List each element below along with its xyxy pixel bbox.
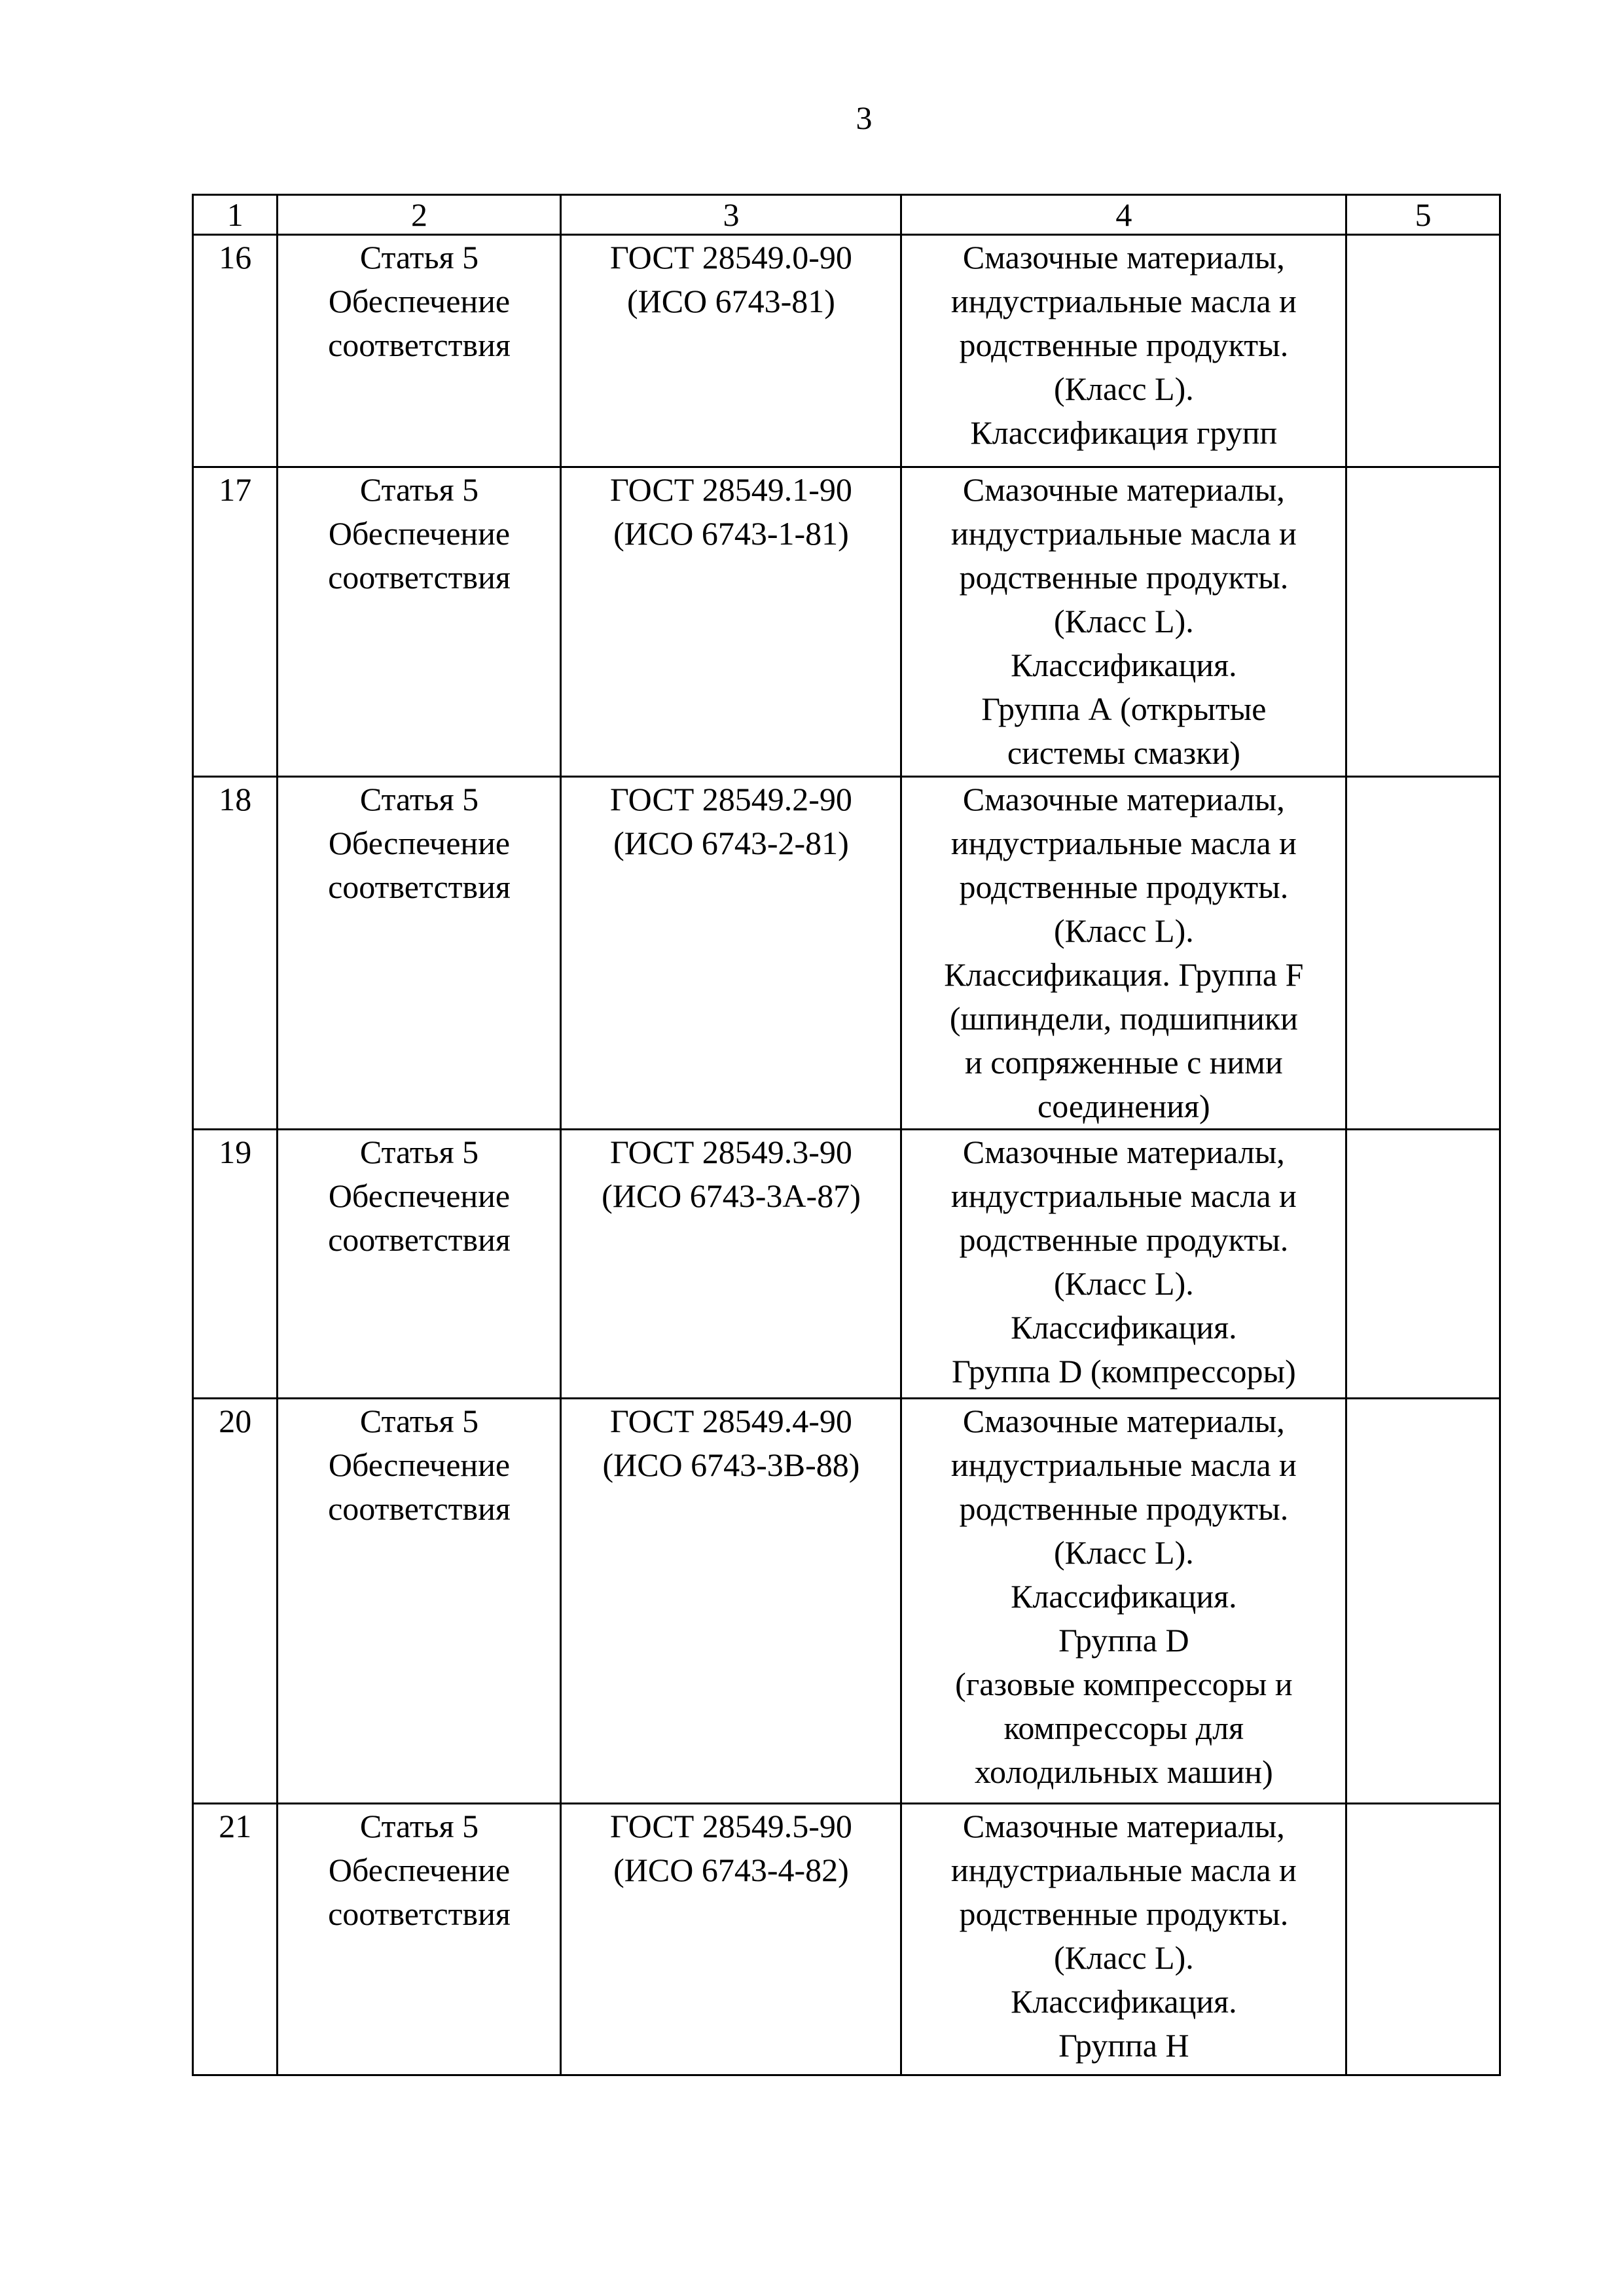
article-cell: Статья 5 Обеспечение соответствия: [278, 1804, 561, 2075]
header-cell-1: 1: [193, 195, 278, 235]
page-number: 3: [856, 99, 873, 136]
standard-cell: ГОСТ 28549.3-90 (ИСО 6743-3А-87): [561, 1130, 901, 1399]
header-cell-3: 3: [561, 195, 901, 235]
row-number-cell: 18: [193, 777, 278, 1130]
row-number-cell: 17: [193, 467, 278, 777]
note-cell: [1346, 1130, 1500, 1399]
row-number-cell: 20: [193, 1399, 278, 1804]
note-cell: [1346, 1804, 1500, 2075]
table-header-row: [193, 195, 1500, 235]
table-row: [193, 235, 1500, 467]
standard-cell: ГОСТ 28549.5-90 (ИСО 6743-4-82): [561, 1804, 901, 2075]
table-row: [193, 1804, 1500, 2075]
note-cell: [1346, 467, 1500, 777]
article-cell: Статья 5 Обеспечение соответствия: [278, 1130, 561, 1399]
note-cell: [1346, 777, 1500, 1130]
standard-cell: ГОСТ 28549.4-90 (ИСО 6743-3В-88): [561, 1399, 901, 1804]
row-number-cell: 19: [193, 1130, 278, 1399]
description-cell: Смазочные материалы, индустриальные масла и родственные продукты. (Класс L). Классификация. Группа А (открытые системы смазки): [901, 467, 1346, 777]
standard-cell: ГОСТ 28549.0-90 (ИСО 6743-81): [561, 235, 901, 467]
article-cell: Статья 5 Обеспечение соответствия: [278, 777, 561, 1130]
header-cell-4: 4: [901, 195, 1346, 235]
article-cell: Статья 5 Обеспечение соответствия: [278, 467, 561, 777]
article-cell: Статья 5 Обеспечение соответствия: [278, 235, 561, 467]
note-cell: [1346, 235, 1500, 467]
row-number-cell: 16: [193, 235, 278, 467]
description-cell: Смазочные материалы, индустриальные масла и родственные продукты. (Класс L). Классификация. Группа Н: [901, 1804, 1346, 2075]
row-number-cell: 21: [193, 1804, 278, 2075]
standards-table: [192, 194, 1501, 2076]
table-row: [193, 467, 1500, 777]
table-row: [193, 777, 1500, 1130]
header-cell-5: 5: [1346, 195, 1500, 235]
description-cell: Смазочные материалы, индустриальные масла и родственные продукты. (Класс L). Классификация групп: [901, 235, 1346, 467]
description-cell: Смазочные материалы, индустриальные масла и родственные продукты. (Класс L). Классификация. Группа D (компрессоры): [901, 1130, 1346, 1399]
header-cell-2: 2: [278, 195, 561, 235]
description-cell: Смазочные материалы, индустриальные масла и родственные продукты. (Класс L). Классификация. Группа F (шпиндели, подшипники и сопряженные с ними соединения): [901, 777, 1346, 1130]
standard-cell: ГОСТ 28549.1-90 (ИСО 6743-1-81): [561, 467, 901, 777]
note-cell: [1346, 1399, 1500, 1804]
standard-cell: ГОСТ 28549.2-90 (ИСО 6743-2-81): [561, 777, 901, 1130]
article-cell: Статья 5 Обеспечение соответствия: [278, 1399, 561, 1804]
table-row: [193, 1399, 1500, 1804]
description-cell: Смазочные материалы, индустриальные масла и родственные продукты. (Класс L). Классификация. Группа D (газовые компрессоры и компрессоры для холодильных машин): [901, 1399, 1346, 1804]
table-row: [193, 1130, 1500, 1399]
